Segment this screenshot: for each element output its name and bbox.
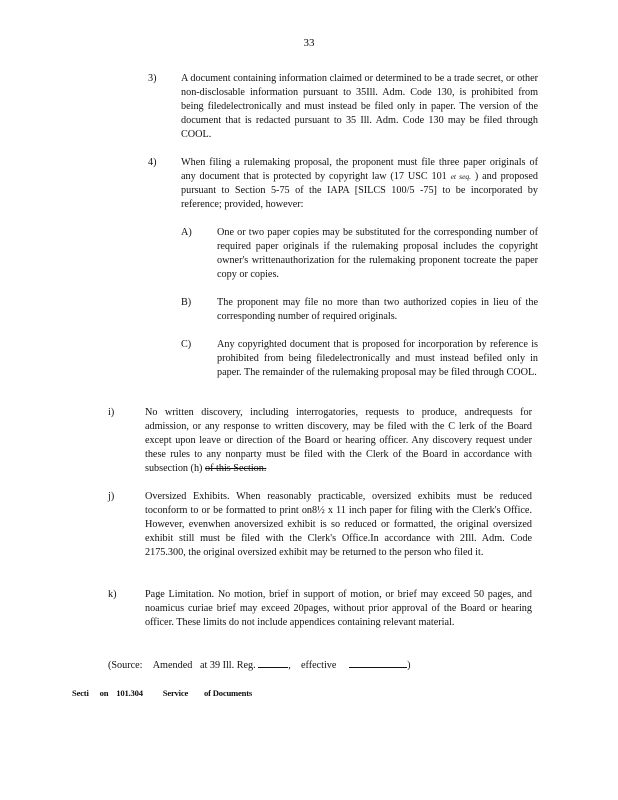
item-text: One or two paper copies may be substituted for the corresponding number of required paper originals if the rulemaking proposal includes the copyright owner's writtenauthorization for the rulemaking proponent tocreate the paper copy or copies. <box>217 227 538 280</box>
item-text: Oversized Exhibits. When reasonably practicable, oversized exhibits must be reduced toconform to or be formatted to print on8½ x 11 inch paper for filing with the Clerk's Office. However, evenwhen anoversized exhibit is so reduced or formatted, the original oversized exhibit still must be filed with the Clerk's Office.In accordance with 2Ill. Adm. Code 2175.300, the original oversized exhibit may be returned to the person who filed it. <box>145 491 532 558</box>
item-label: 3) <box>148 73 157 84</box>
section-heading <box>72 686 252 700</box>
section-number: 101.304 <box>116 688 143 698</box>
source-comma: , <box>288 660 291 671</box>
item-label: k) <box>108 589 117 600</box>
item-label: i) <box>108 407 115 418</box>
source-prefix: (Source: <box>108 660 143 671</box>
item-text-part: No written discovery, including interrogatories, requests to produce, andrequests for admission, or any response to written discovery, may be filed with the C lerk of the Board except upon leave or direction of the Board or hearing officer. Any discovery request under these rules to any nonparty must be filed with the Clerk of the Board in accordance with subsection (h) <box>145 407 532 474</box>
item-text-part: ) and proposed pursuant to Section 5-75 of the IAPA [SILCS 100/5 -75] to be incorporated by reference; provided, however: <box>181 171 538 210</box>
effective-date-blank <box>349 658 407 668</box>
item-text <box>145 406 532 476</box>
section-label: Secti <box>72 688 89 698</box>
item-text: A document containing information claimed or determined to be a trade secret, or other non-disclosable information pursuant to 35Ill. Adm. Code 130, is prohibited from being filedelectronically and must instead be filed only in paper. The version of the document that is redacted pursuant to 35 Ill. Adm. Code 130 may be filed through COOL. <box>181 73 538 140</box>
item-text: The proponent may file no more than two authorized copies in lieu of the corresponding number of required originals. <box>217 297 538 322</box>
source-effective: effective <box>300 660 337 671</box>
source-amended: Amended <box>152 660 193 671</box>
item-label: B) <box>181 297 192 308</box>
item-label: j) <box>108 491 115 502</box>
item-text-part: When filing a rulemaking proposal, the proponent must file three paper originals of any document that is protected by copyright law (17 USC 101 <box>181 157 538 182</box>
source-note <box>108 658 438 673</box>
page-number: 33 <box>303 37 315 49</box>
item-label: A) <box>181 227 192 238</box>
source-register: at 39 Ill. Reg. <box>199 660 256 671</box>
struck-text: of this Section. <box>204 463 267 474</box>
section-title: of Documents <box>204 688 252 698</box>
item-text: Page Limitation. No motion, brief in support of motion, or brief may exceed 50 pages, and noamicus curiae brief may exceed 20pages, without prior approval of the Board or hearing officer. These limits do not include appendices containing relevant material. <box>145 589 532 628</box>
register-page-blank <box>258 658 288 668</box>
section-label: on <box>99 688 109 698</box>
item-text <box>181 156 538 212</box>
source-close: ) <box>407 660 411 671</box>
section-title: Service <box>162 688 189 698</box>
item-label: C) <box>181 339 192 350</box>
item-text: Any copyrighted document that is proposed for incorporation by reference is prohibited from being filedelectronically and must instead befiled only in paper. The remainder of the rulemaking proposal may be filed through COOL. <box>217 339 538 378</box>
italic-citation: et seq. <box>450 172 472 181</box>
item-label: 4) <box>148 157 157 168</box>
